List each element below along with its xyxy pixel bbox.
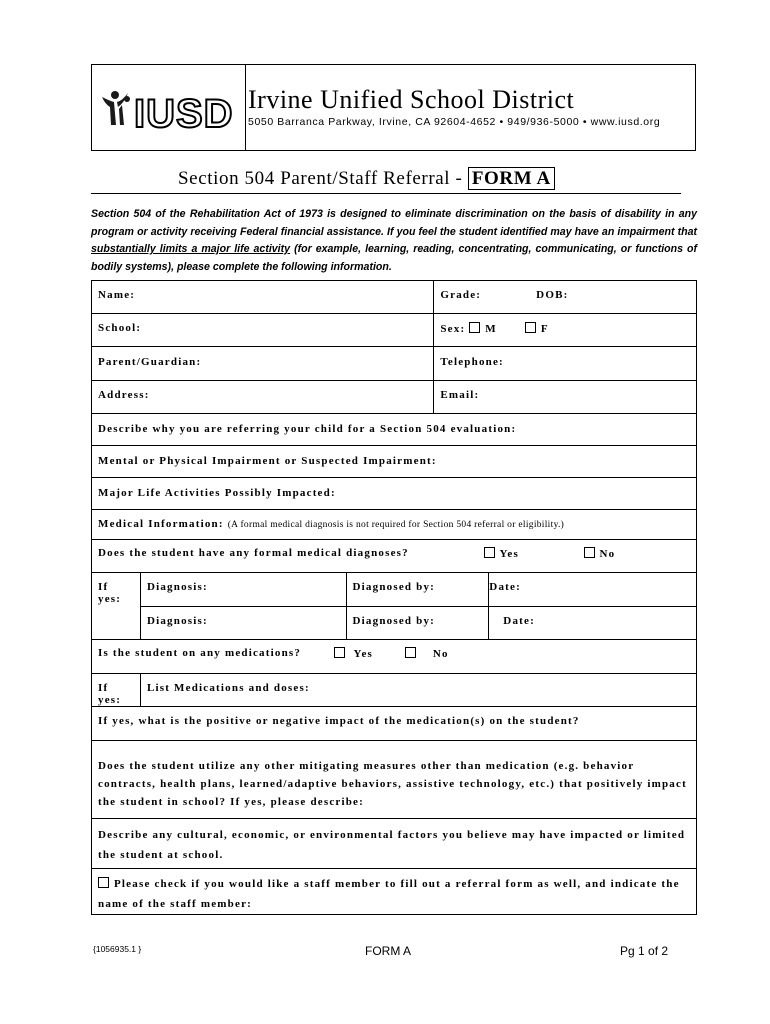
- email-field[interactable]: [434, 381, 697, 414]
- diagnosis-2-field[interactable]: [140, 607, 346, 640]
- title-rule: [91, 193, 681, 194]
- date-2-label: Date:: [503, 615, 535, 627]
- parent-label: Parent/Guardian:: [98, 356, 202, 368]
- diagnosed-by-1-field[interactable]: [346, 573, 489, 607]
- if-yes-label: If yes:: [98, 581, 122, 605]
- name-label: Name:: [98, 289, 136, 301]
- medications-no-checkbox[interactable]: [405, 647, 416, 658]
- date-1-label: Date:: [489, 581, 521, 593]
- medications-list-label: List Medications and doses:: [146, 682, 310, 694]
- formal-diagnoses-row: [92, 540, 697, 573]
- district-name: Irvine Unified School District: [248, 85, 575, 114]
- staff-referral-field: [92, 869, 697, 915]
- medications-list-field[interactable]: [140, 674, 696, 707]
- diagnosed-by-2-field[interactable]: [346, 607, 489, 640]
- telephone-label: Telephone:: [440, 356, 504, 368]
- medication-impact-field[interactable]: [92, 707, 697, 741]
- intro-underlined: substantially limits a major life activity: [91, 243, 291, 255]
- date-1-field[interactable]: [489, 573, 697, 607]
- formal-diagnoses-label: Does the student have any formal medical diagnoses?: [98, 547, 409, 559]
- page-number: Pg 1 of 2: [620, 944, 669, 958]
- diagnosed-by-2-label: Diagnosed by:: [352, 615, 436, 627]
- staff-referral-checkbox[interactable]: [98, 877, 109, 888]
- life-activities-field[interactable]: [92, 478, 697, 510]
- address-label: Address:: [98, 389, 150, 401]
- date-2-field[interactable]: [489, 607, 697, 640]
- medical-info-row: [92, 510, 697, 540]
- intro-text-1: Section 504 of the Rehabilitation Act of 1973 is designed to eliminate discrimination on the basis of disability in any program or activity receiving Federal financial assistance. If you feel the student identified may have an impairment that: [91, 208, 697, 238]
- impairment-label: Mental or Physical Impairment or Suspected Impairment:: [98, 455, 437, 467]
- iusd-logo: [92, 65, 246, 150]
- medications-label: Is the student on any medications?: [98, 647, 302, 659]
- email-label: Email:: [440, 389, 480, 401]
- intro-paragraph: [91, 206, 697, 276]
- if-yes-meds-label: If yes:: [98, 682, 122, 706]
- form-title: [178, 168, 555, 190]
- staff-referral-label: Please check if you would like a staff member to fill out a referral form as well, and indicate the name of the staff member:: [98, 878, 680, 910]
- diagnosis-1-field[interactable]: [140, 573, 346, 607]
- referral-form-table: [91, 280, 697, 915]
- medications-yes-checkbox[interactable]: [334, 647, 345, 658]
- grade-dob-field[interactable]: [434, 281, 697, 314]
- if-yes-cell: [92, 573, 141, 640]
- sex-m-checkbox[interactable]: [469, 322, 480, 333]
- medications-row: [92, 640, 697, 674]
- iusd-logo-icon: [100, 85, 240, 131]
- telephone-field[interactable]: [434, 347, 697, 381]
- sex-m-label: M: [485, 323, 497, 335]
- diagnoses-no-checkbox[interactable]: [584, 547, 595, 558]
- diagnosis-2-label: Diagnosis:: [146, 615, 208, 627]
- grade-label: Grade:: [440, 289, 482, 301]
- medications-no-label: No: [432, 648, 449, 660]
- mitigating-measures-field[interactable]: [92, 741, 697, 819]
- dob-label: DOB:: [536, 289, 569, 301]
- diagnoses-yes-label: Yes: [499, 548, 519, 560]
- diagnosed-by-1-label: Diagnosed by:: [352, 581, 436, 593]
- reason-label: Describe why you are referring your child for a Section 504 evaluation:: [98, 423, 517, 435]
- diagnosis-1-label: Diagnosis:: [146, 581, 208, 593]
- document-id: {1056935.1 }: [93, 944, 142, 954]
- medical-note: (A formal medical diagnosis is not required for Section 504 referral or eligibility.): [227, 520, 565, 530]
- diagnoses-yes-checkbox[interactable]: [484, 547, 495, 558]
- district-address: 5050 Barranca Parkway, Irvine, CA 92604-4652 • 949/936-5000 • www.iusd.org: [248, 116, 661, 128]
- impairment-field[interactable]: [92, 446, 697, 478]
- reason-field[interactable]: [92, 414, 697, 446]
- intro-text-2: (for example, learning, reading, concentrating, communicating, or functions of bodily systems), please complete the following information.: [91, 243, 698, 273]
- cultural-factors-field[interactable]: [92, 819, 697, 869]
- parent-field[interactable]: [92, 347, 434, 381]
- school-field[interactable]: [92, 314, 434, 347]
- sex-label: Sex:: [440, 323, 466, 335]
- cultural-label: Describe any cultural, economic, or environmental factors you believe may have impacted or limited the student at school.: [98, 829, 686, 861]
- life-activities-label: Major Life Activities Possibly Impacted:: [98, 487, 336, 499]
- sex-f-checkbox[interactable]: [525, 322, 536, 333]
- form-a-badge: FORM A: [468, 167, 555, 190]
- medication-impact-label: If yes, what is the positive or negative impact of the medication(s) on the student?: [98, 715, 580, 727]
- svg-text:IUSD: IUSD: [134, 92, 234, 131]
- address-field[interactable]: [92, 381, 434, 414]
- sex-f-label: F: [540, 323, 549, 335]
- sex-field: [434, 314, 697, 347]
- footer-form-label: FORM A: [365, 944, 412, 958]
- name-field[interactable]: [92, 281, 434, 314]
- if-yes-meds-cell: [92, 674, 141, 707]
- diagnoses-no-label: No: [599, 548, 616, 560]
- medications-yes-label: Yes: [353, 648, 374, 660]
- mitigating-label: Does the student utilize any other mitigating measures other than medication (e.g. behavior contracts, health plans, learned/adaptive behaviors, assistive technology, etc.) that positively impact the student in school? If yes, please describe:: [98, 760, 687, 808]
- school-label: School:: [98, 322, 142, 334]
- title-text: Section 504 Parent/Staff Referral -: [178, 168, 468, 189]
- medical-info-label: Medical Information:: [98, 518, 224, 530]
